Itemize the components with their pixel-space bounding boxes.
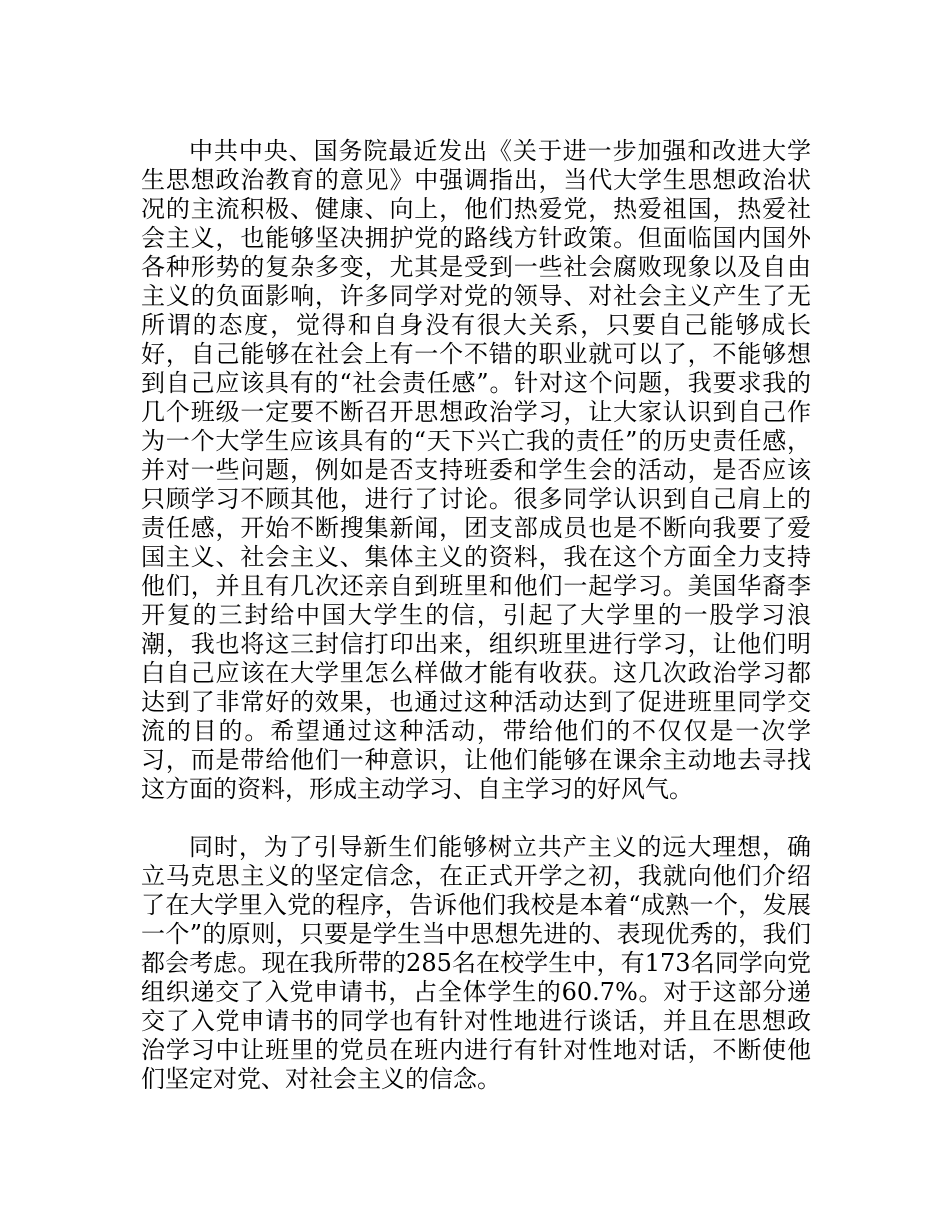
paragraph-2: 同时，为了引导新生们能够树立共产主义的远大理想，确立马克思主义的坚定信念，在正式开学之初，我就向他们介绍了在大学里入党的程序，告诉他们我校是本着“成熟一个，发展一个”的原则，只要是学生当中思想先进的、表现优秀的，我们都会考虑。现在我所带的285名在校学生中，有173名同学向党组织递交了入党申请书，占全体学生的60.7%。对于这部分递交了入党申请书的同学也有针对性地进行谈话，并且在思想政治学习中让班里的党员在班内进行有针对性地对话，不断使他们坚定对党、对社会主义的信念。 <box>141 833 811 1093</box>
paragraph-1: 中共中央、国务院最近发出《关于进一步加强和改进大学生思想政治教育的意见》中强调指出，当代大学生思想政治状况的主流积极、健康、向上，他们热爱党，热爱祖国，热爱社会主义，也能够坚决拥护党的路线方针政策。但面临国内国外各种形势的复杂多变，尤其是受到一些社会腐败现象以及自由主义的负面影响，许多同学对党的领导、对社会主义产生了无所谓的态度，觉得和自身没有很大关系，只要自己能够成长好，自己能够在社会上有一个不错的职业就可以了，不能够想到自己应该具有的“社会责任感”。针对这个问题，我要求我的几个班级一定要不断召开思想政治学习，让大家认识到自己作为一个大学生应该具有的“天下兴亡我的责任”的历史责任感，并对一些问题，例如是否支持班委和学生会的活动，是否应该只顾学习不顾其他，进行了讨论。很多同学认识到自己肩上的责任感，开始不断搜集新闻，团支部成员也是不断向我要了爱国主义、社会主义、集体主义的资料，我在这个方面全力支持他们，并且有几次还亲自到班里和他们一起学习。美国华裔李开复的三封给中国大学生的信，引起了大学里的一股学习浪潮，我也将这三封信打印出来，组织班里进行学习，让他们明白自己应该在大学里怎么样做才能有收获。这几次政治学习都达到了非常好的效果，也通过这种活动达到了促进班里同学交流的目的。希望通过这种活动，带给他们的不仅仅是一次学习，而是带给他们一种意识，让他们能够在课余主动地去寻找这方面的资料，形成主动学习、自主学习的好风气。 <box>141 137 811 803</box>
document-body <box>141 137 811 1094</box>
